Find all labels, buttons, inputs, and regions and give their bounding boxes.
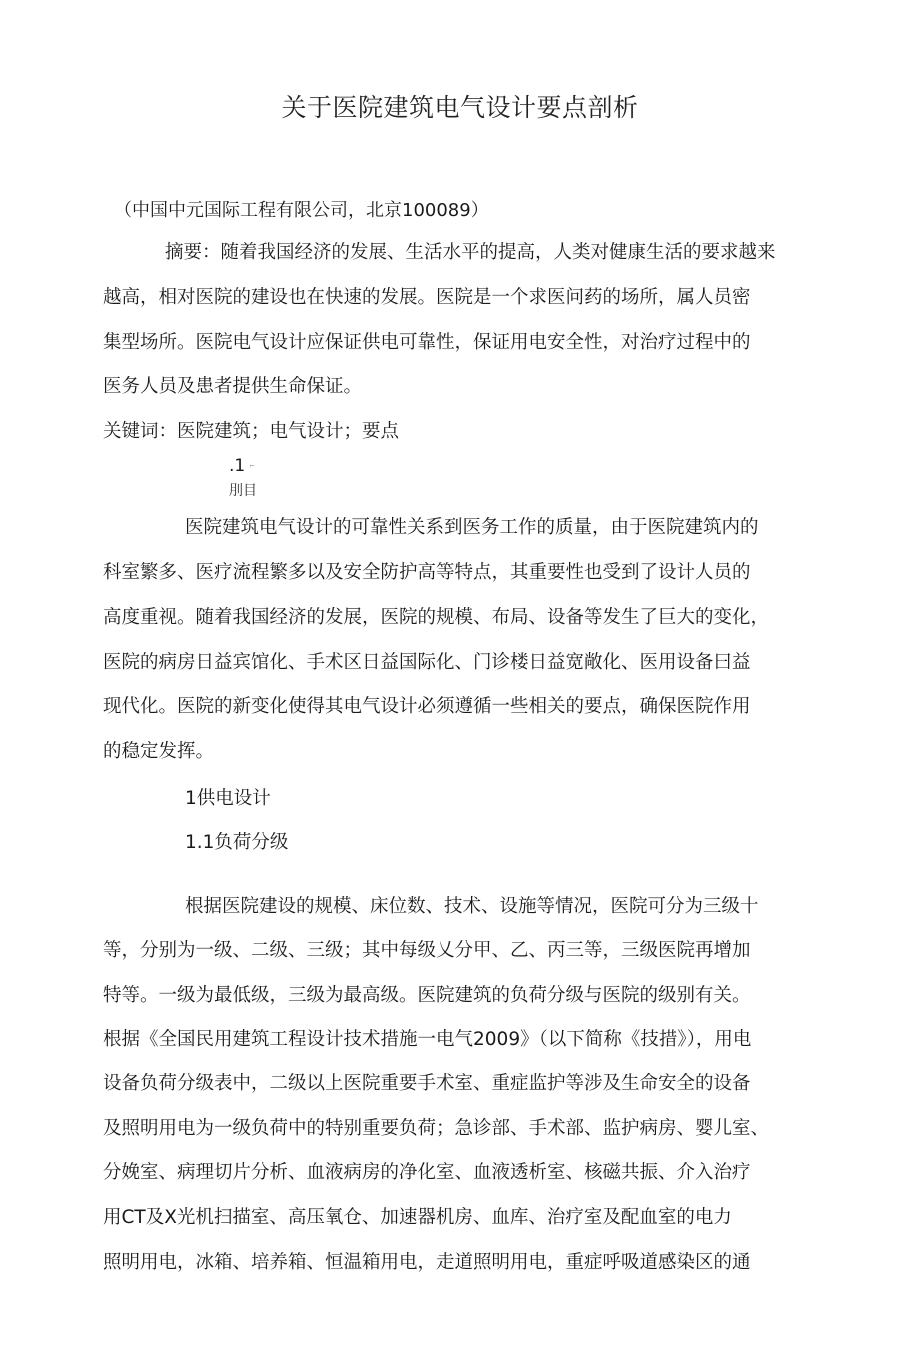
keywords: 关键词：医院建筑；电气设计；要点 xyxy=(103,421,400,442)
document-title: 关于医院建筑电气设计要点剖析 xyxy=(281,93,639,122)
body-line: 根据医院建设的规模、床位数、技术、设施等情况，医院可分为三级十 xyxy=(185,896,759,917)
abstract-line: 摘要：随着我国经济的发展、生活水平的提高，人类对健康生活的要求越来 xyxy=(165,242,776,263)
heading-1-1: 1.1负荷分级 xyxy=(185,832,289,853)
body-line: 特等。一级为最低级，三级为最高级。医院建筑的负荷分级与医院的级别有关。 xyxy=(103,985,751,1006)
author-affiliation: （中国中元国际工程有限公司，北京100089） xyxy=(114,200,489,221)
intro-line: 医院建筑电气设计的可靠性关系到医务工作的质量，由于医院建筑内的 xyxy=(185,517,759,538)
intro-line: 的稳定发挥。 xyxy=(103,741,215,762)
body-line: 根据《全国民用建筑工程设计技术措施一电气2009》（以下简称《技措》），用电 xyxy=(103,1029,752,1050)
body-line: 及照明用电为一级负荷中的特别重要负荷；急诊部、手术部、监护病房、婴儿室、 xyxy=(103,1118,770,1139)
body-line: 用CT及X光机扫描室、高压氧仓、加速器机房、血库、治疗室及配血室的电力 xyxy=(103,1207,732,1228)
section-mark: ⌐ xyxy=(249,462,256,470)
abstract-line: 集型场所。医院电气设计应保证供电可靠性，保证用电安全性，对治疗过程中的 xyxy=(103,332,751,353)
body-line: 设备负荷分级表中，二级以上医院重要手术室、重症监护等涉及生命安全的设备 xyxy=(103,1073,751,1094)
intro-line: 现代化。医院的新变化使得其电气设计必须遵循一些相关的要点，确保医院作用 xyxy=(103,696,751,717)
body-line: 分娩室、病理切片分析、血液病房的净化室、血液透析室、核磁共振、介入治疗 xyxy=(103,1162,751,1183)
intro-line: 医院的病房日益宾馆化、手术区日益国际化、门诊楼日益宽敞化、医用设备曰益 xyxy=(103,652,751,673)
intro-line: 高度重视。随着我国经济的发展，医院的规模、布局、设备等发生了巨大的变化， xyxy=(103,607,770,628)
section-number xyxy=(229,456,255,476)
abstract-line: 越高，相对医院的建设也在快速的发展。医院是一个求医问药的场所，属人员密 xyxy=(103,287,751,308)
abstract-line: 医务人员及患者提供生命保证。 xyxy=(103,376,363,397)
section-title: 刖目 xyxy=(229,483,257,499)
intro-line: 科室繁多、医疗流程繁多以及安全防护高等特点，其重要性也受到了设计人员的 xyxy=(103,562,751,583)
body-line: 照明用电，冰箱、培养箱、恒温箱用电，走道照明用电，重症呼吸道感染区的通 xyxy=(103,1252,751,1273)
body-line: 等，分别为一级、二级、三级；其中每级乂分甲、乙、丙三等，三级医院再增加 xyxy=(103,940,751,961)
heading-1: 1供电设计 xyxy=(185,788,271,809)
section-number-text: .1 xyxy=(229,456,246,476)
